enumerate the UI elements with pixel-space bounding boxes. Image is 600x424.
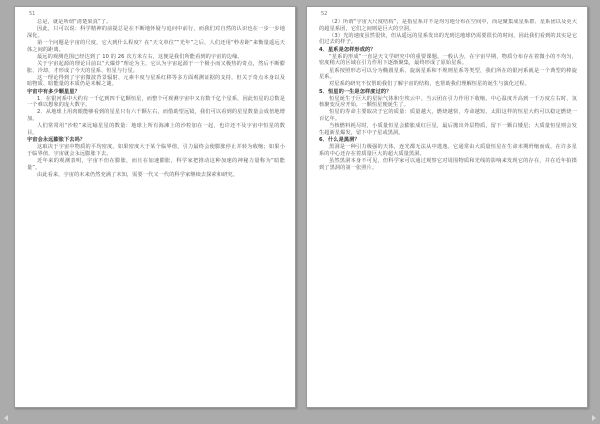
paragraph: 这一理论得到了宇宙微波背景辐射、元素丰度与星系红移等多方面观测证据的支持，但关于奇点本身以及暗物质、暗能量的本质仍是未解之谜。 bbox=[27, 74, 285, 88]
paragraph: 由此看来，宇宙的未来仍然充满了未知，需要一代又一代的科学家继续去探索和研究。 bbox=[37, 171, 238, 178]
section-heading: 5．恒星的一生是怎样度过的？ bbox=[319, 88, 392, 95]
paragraph: （3）光的速度虽然很快，但从遥远的星系发出的光到达地球仍需要很长的时间，因此我们看到的其实是它们过去的样子。 bbox=[319, 32, 577, 46]
paragraph: 最远的观测范围已经达到了 10 的 26 次方米左右，这便是我们所能看到的宇宙的边缘。 bbox=[37, 53, 243, 60]
page-prev-icon[interactable] bbox=[4, 415, 8, 421]
paragraph: 人们常常用“沙粒”来比喻星星的数量：地球上所有海滩上的沙粒加在一起，也许还不及宇宙中恒星的数目。 bbox=[27, 123, 285, 136]
paragraph: 这取决于宇宙中物质的平均密度。如果密度大于某个临界值，引力最终会使膨胀停止并转为收缩；如果小于临界值，宇宙就会永远膨胀下去。 bbox=[27, 144, 285, 157]
paragraph: 虽然黑洞本身不可见，但科学家可以通过观察它对周围物质和光线的影响来发现它的存在，并在近年拍摄到了黑洞的第一张照片。 bbox=[319, 158, 577, 171]
paragraph: （2）所谓“宇宙大尺度结构”，是指星系并不是均匀地分布在空间中，而是聚集成星系群、星系团以及更大的超星系团，它们之间则是巨大的空洞。 bbox=[319, 19, 577, 32]
paragraph: 黑洞是一种引力极强的天体，连光都无法从中逃逸。它通常由大质量恒星在生命末期坍缩而成，在许多星系的中心还存在着质量巨大的超大质量黑洞。 bbox=[319, 144, 577, 157]
paragraph: 关于宇宙起源的理论目前以“大爆炸”理论为主，它认为宇宙起源于一个极小而又极热的奇点，然后不断膨胀、冷却，才形成了今天的星系、恒星与行星。 bbox=[27, 60, 285, 74]
page-number: 51 bbox=[29, 11, 36, 17]
paragraph: 星系按照形态可以分为椭圆星系、旋涡星系和不规则星系等类型，我们所在的银河系就是一个典型的棒旋星系。 bbox=[319, 67, 577, 81]
page-next-icon[interactable] bbox=[592, 415, 596, 421]
page-right bbox=[306, 6, 588, 408]
paragraph: 近年来的观测表明，宇宙不但在膨胀，而且在加速膨胀，科学家把推动这种加速的神秘力量称为“暗能量”。 bbox=[27, 158, 285, 171]
page-number: 52 bbox=[321, 11, 328, 17]
page-body bbox=[27, 19, 285, 401]
paragraph: “星系的形成”一直是天文学研究中的重要课题。一般认为，在宇宙早期，物质分布存在着微小的不均匀，密度稍大的区域在引力作用下逐渐聚集，最终形成了原始星系。 bbox=[319, 53, 577, 67]
section-heading: 宇宙中有多少颗星星？ bbox=[27, 88, 80, 95]
paragraph: 恒星的寿命主要取决于它的质量：质量越大，燃烧越快，寿命越短。太阳这样的恒星大约可以稳定燃烧一百亿年。 bbox=[319, 109, 577, 123]
paragraph: 总是，就是所谓“清楚果真”了。 bbox=[37, 19, 112, 25]
section-heading: 4．星系是怎样形成的？ bbox=[319, 46, 376, 53]
section-heading: 宇宙会永远膨胀下去吗？ bbox=[27, 137, 86, 144]
paragraph: 对星系的研究不仅帮助我们了解宇宙的结构，也帮助我们理解恒星的诞生与演化过程。 bbox=[329, 81, 530, 88]
paragraph: 第一个问题是宇宙的尺度，它大到什么程度？在“天文单位”“光年”之后，人们还用“秒差距”来衡量遥远天体之间的距离。 bbox=[27, 39, 285, 53]
paragraph: 因此，只可以说：科学精神的前提总是在不断地怀疑与追问中前行，而我们对自然的认识也在一步一步地深化。 bbox=[27, 26, 285, 39]
page-body bbox=[319, 19, 577, 401]
paragraph: 1．在银河系中大约有一千亿到四千亿颗恒星，而整个可观测宇宙中又有数千亿个星系，因此恒星的总数是一个难以想象的庞大数字。 bbox=[27, 95, 285, 109]
paragraph: 当核燃料耗尽时，小质量恒星会膨胀成红巨星，最后抛出外层物质，留下一颗白矮星；大质量恒星则会发生超新星爆发，留下中子星或黑洞。 bbox=[319, 123, 577, 136]
paragraph: 2．从地球上用肉眼能够看到的星星只有六千颗左右，而借助望远镜，我们可以看到的星星数量会成倍地增加。 bbox=[27, 109, 285, 123]
section-heading: 6．什么是黑洞？ bbox=[319, 137, 360, 144]
paragraph: 恒星诞生于巨大的星际气体和尘埃云中。当云团在引力作用下收缩，中心温度升高到一千万度左右时，氢核聚变反应开始，一颗恒星便诞生了。 bbox=[319, 95, 577, 109]
page-left bbox=[14, 6, 296, 408]
